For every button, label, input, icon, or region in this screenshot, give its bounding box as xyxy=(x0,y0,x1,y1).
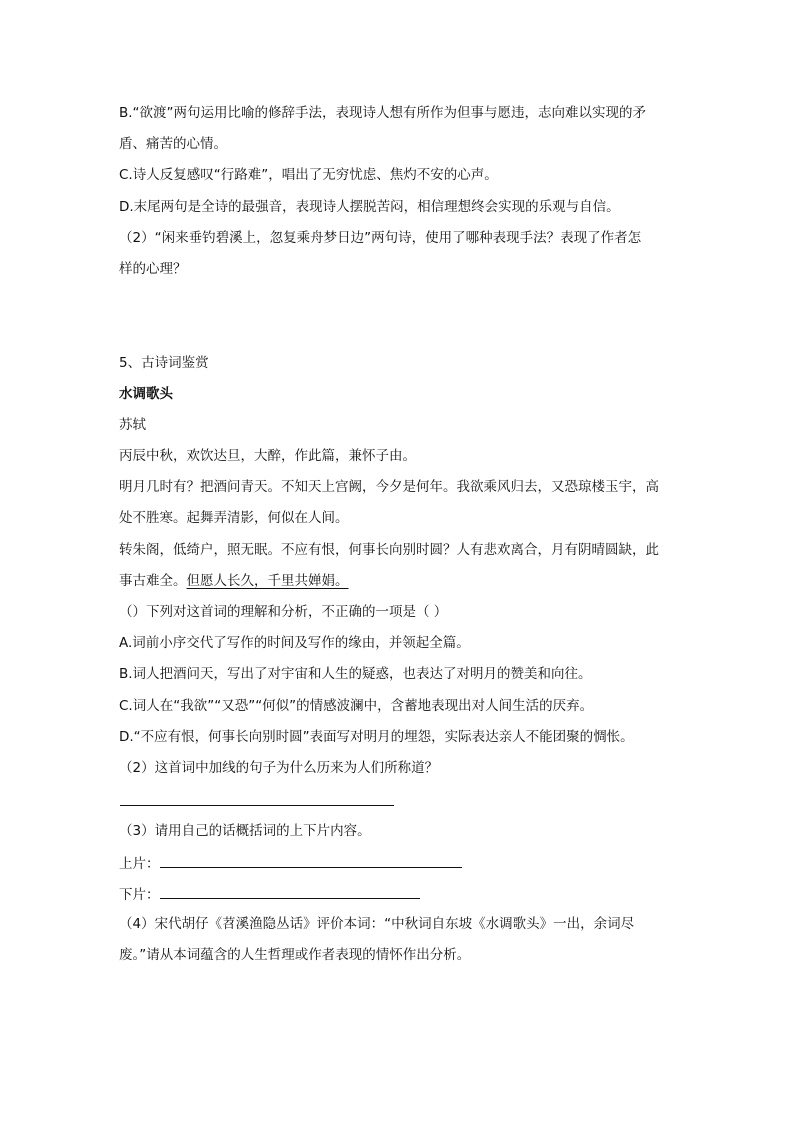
q5-option-a: A.词前小序交代了写作的时间及写作的缘由，并领起全篇。 xyxy=(119,635,470,651)
upper-answer-line[interactable] xyxy=(160,853,462,868)
poem-preface: 丙辰中秋，欢饮达旦，大醉，作此篇，兼怀子由。 xyxy=(119,448,416,464)
q5-sub4-line1: （4）宋代胡仔《苕溪渔隐丛话》评价本词：“中秋词自东坡《水调歌头》一出，余词尽 xyxy=(119,916,635,932)
poem-title: 水调歌头 xyxy=(119,386,173,402)
poem-verse1-line1: 明月几时有？把酒问青天。不知天上宫阙，今夕是何年。我欲乘风归去，又恐琼楼玉宇，高 xyxy=(119,479,659,495)
q5-option-d: D.“不应有恨，何事长向别时圆”表面写对明月的埋怨，实际表达亲人不能团聚的惆怅。 xyxy=(119,729,634,745)
q5-sub4-line2: 废。”请从本词蕴含的人生哲理或作者表现的情怀作出分析。 xyxy=(119,947,471,963)
upper-answer-row xyxy=(119,853,462,873)
q4-option-b-line1: B.“欲渡”两句运用比喻的修辞手法，表现诗人想有所作为但事与愿违，志向难以实现的矛 xyxy=(119,105,647,121)
q5-sub3: （3）请用自己的话概括词的上下片内容。 xyxy=(119,823,371,839)
underlined-verse: 但愿人长久，千里共婵娟。 xyxy=(186,573,349,589)
poem-author: 苏轼 xyxy=(119,417,146,433)
q4-sub2-line2: 样的心理？ xyxy=(119,261,187,277)
q4-sub2-line1: （2）“闲来垂钓碧溪上，忽复乘舟梦日边”两句诗，使用了哪种表现手法？表现了作者怎 xyxy=(119,230,642,246)
upper-label: 上片： xyxy=(119,856,160,872)
poem-verse2-plain: 事古难全。 xyxy=(119,573,187,589)
poem-verse1-line2: 处不胜寒。起舞弄清影，何似在人间。 xyxy=(119,510,349,526)
q5-option-c: C.词人在“我欲”“又恐”“何似”的情感波澜中，含蓄地表现出对人间生活的厌弃。 xyxy=(119,698,594,714)
answer-line-sub2[interactable] xyxy=(120,805,394,806)
q4-option-c: C.诗人反复感叹“行路难”，唱出了无穷忧虑、焦灼不安的心声。 xyxy=(119,167,498,183)
poem-verse2-line2 xyxy=(119,572,349,590)
lower-label: 下片： xyxy=(119,887,160,903)
q4-option-b-line2: 盾、痛苦的心情。 xyxy=(119,136,227,152)
lower-answer-row xyxy=(119,884,420,904)
lower-answer-line[interactable] xyxy=(160,884,420,899)
poem-verse2-line1: 转朱阁，低绮户，照无眠。不应有恨，何事长向别时圆？人有悲欢离合，月有阴晴圆缺，此 xyxy=(119,542,659,558)
q5-heading: 5、古诗词鉴赏 xyxy=(119,355,209,371)
q5-option-b: B.词人把酒问天，写出了对宇宙和人生的疑惑，也表达了对明月的赞美和向往。 xyxy=(119,666,592,682)
q5-sub2: （2）这首词中加线的句子为什么历来为人们所称道？ xyxy=(119,760,439,776)
q5-sub1-stem: （）下列对这首词的理解和分析，不正确的一项是（ ） xyxy=(119,604,448,620)
q4-option-d: D.末尾两句是全诗的最强音，表现诗人摆脱苦闷，相信理想终会实现的乐观与自信。 xyxy=(119,199,620,215)
